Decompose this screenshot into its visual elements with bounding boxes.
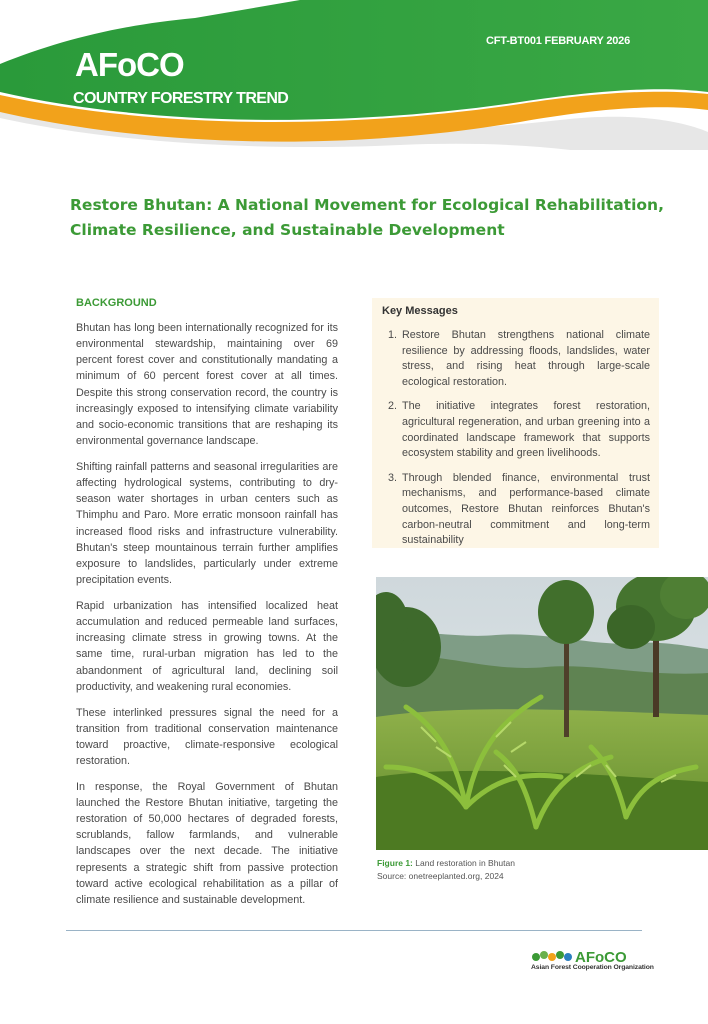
key-messages-list — [400, 328, 650, 549]
background-paragraph: In response, the Royal Government of Bhutan launched the Restore Bhutan initiative, targeting the restoration of 50,000 hectares of degraded forests, scrublands, fallow farmlands, and vulnerable landscapes over the next decade. The initiative represents a strategic shift from passive protection toward active ecological rehabilitation as a pillar of climate resilience and sustainable development. — [76, 780, 338, 906]
afoco-logo: AFoCO — [75, 46, 184, 83]
key-message-item: 2. The initiative integrates forest restoration, agricultural regeneration, and urban greening into a coordinated landscape framework that supports ecosystem stability and green livelihoods. — [400, 399, 650, 461]
footer-logo-text: AFoCO — [575, 949, 627, 966]
series-title: COUNTRY FORESTRY TREND — [73, 90, 289, 107]
figure-caption — [377, 857, 515, 882]
key-message-item: 3. Through blended finance, environmental trust mechanisms, and performance-based climate outcomes, Restore Bhutan reinforces Bhutan's carbon-neutral commitment and long-term sustainability — [400, 471, 650, 549]
background-paragraph: Bhutan has long been internationally recognized for its environmental stewardship, maintaining over 69 percent forest cover and constitutionally mandating a minimum of 60 percent forest cover at all times. Despite this strong conservation record, the country is increasingly exposed to intensifying climate variability and socio-economic transitions that are reshaping its environmental governance landscape. — [76, 322, 338, 448]
background-column — [76, 320, 338, 918]
key-messages-heading: Key Messages — [382, 305, 458, 317]
title-line: Climate Resilience, and Sustainable Development — [70, 221, 505, 239]
background-heading: BACKGROUND — [76, 297, 157, 309]
figure-source: Source: onetreeplanted.org, 2024 — [377, 870, 504, 881]
background-paragraph: These interlinked pressures signal the need for a transition from traditional conservation maintenance toward proactive, climate-responsive ecological restoration. — [76, 706, 338, 767]
background-paragraph: Rapid urbanization has intensified localized heat accumulation and reduced permeable land surfaces, increasing climate stress in growing towns. At the same time, rural-urban migration has led to the abandonment of agricultural land, declining soil productivity, and weakening rural economies. — [76, 599, 338, 693]
afoco-footer-logo — [530, 946, 645, 978]
background-paragraph: Shifting rainfall patterns and seasonal irregularities are affecting hydrological systems, contributing to dry-season water shortages in urban centers such as Thimphu and Paro. More erratic monsoon rainfall has increased flood risks and infrastructure vulnerability. Bhutan's steep mountainous terrain further amplifies exposure to landslides, particularly under extreme precipitation events. — [76, 460, 338, 587]
document-code: CFT-BT001 FEBRUARY 2026 — [486, 35, 630, 47]
figure-caption-text: Land restoration in Bhutan — [412, 858, 515, 868]
key-message-item: 1. Restore Bhutan strengthens national climate resilience by addressing floods, landslides, water stress, and rising heat through large-scale ecological restoration. — [400, 328, 650, 390]
footer-logo-mark — [532, 951, 572, 961]
footer-org-name: Asian Forest Cooperation Organization — [531, 964, 654, 971]
figure-label: Figure 1: — [377, 858, 413, 868]
land-restoration-photo — [376, 577, 708, 850]
title-line: Restore Bhutan: A National Movement for Ecological Rehabilitation, — [70, 196, 664, 214]
figure-caption-line — [377, 857, 515, 870]
key-messages-box — [372, 298, 659, 548]
footer-divider — [66, 930, 642, 931]
page-title — [70, 193, 670, 243]
